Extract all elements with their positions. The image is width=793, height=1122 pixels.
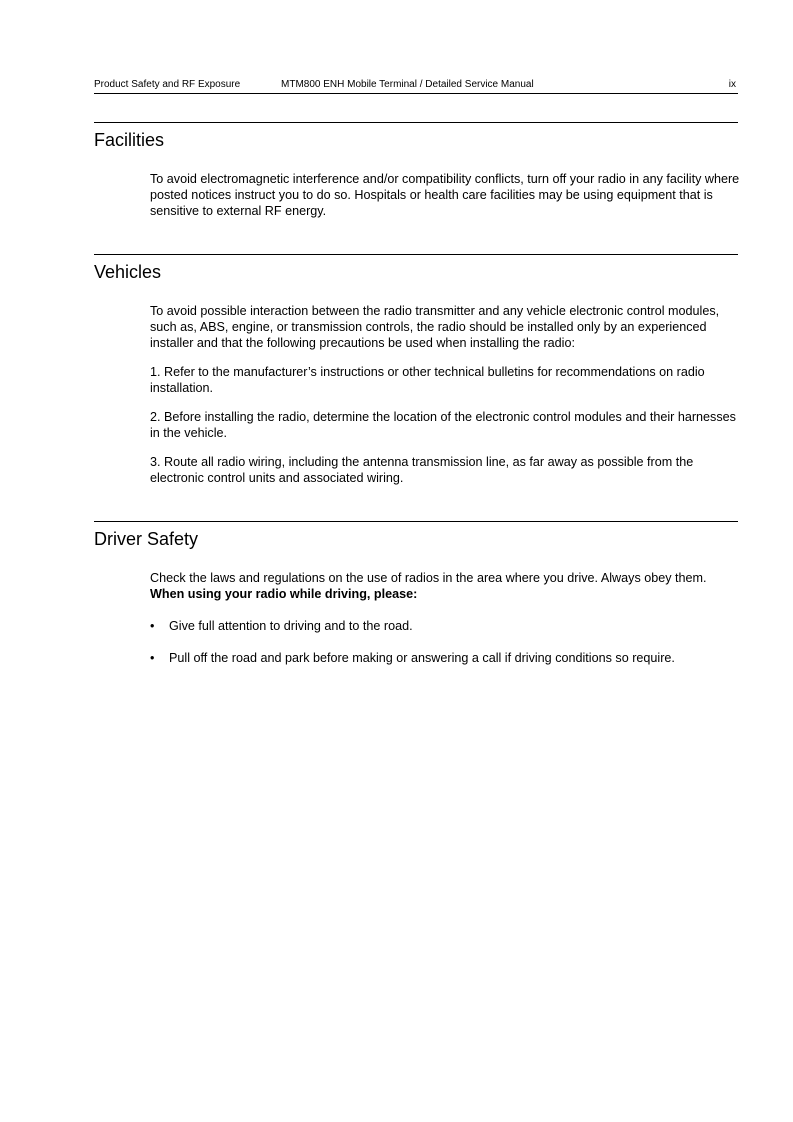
bullet-text: Pull off the road and park before making or answering a call if driving conditions so require.: [169, 651, 675, 665]
driver-safety-intro-text: Check the laws and regulations on the use of radios in the area where you drive. Always obey them.: [150, 571, 707, 585]
list-item: [150, 618, 740, 634]
header-document-title: MTM800 ENH Mobile Terminal / Detailed Service Manual: [281, 79, 534, 90]
vehicles-step-1: 1. Refer to the manufacturer’s instructions or other technical bulletins for recommendations on radio installation.: [150, 365, 705, 395]
vehicles-step-3: 3. Route all radio wiring, including the antenna transmission line, as far away as possible from the electronic control units and associated wiring.: [150, 455, 694, 485]
driver-safety-bold-note: When using your radio while driving, please:: [150, 587, 418, 601]
header-section-name: Product Safety and RF Exposure: [94, 79, 241, 90]
section-driver-safety: [94, 521, 738, 665]
bullet-icon: •: [150, 651, 155, 665]
facilities-heading: Facilities: [94, 130, 165, 150]
list-item: [150, 650, 740, 666]
bullet-icon: •: [150, 619, 155, 633]
driver-safety-body: [150, 570, 740, 682]
vehicles-heading: Vehicles: [94, 262, 162, 282]
driver-safety-heading: Driver Safety: [94, 529, 199, 549]
vehicles-body: [150, 303, 740, 499]
page-header: [94, 79, 738, 94]
facilities-body: [150, 171, 740, 232]
driver-safety-intro: [150, 570, 740, 602]
header-page-number: ix: [728, 79, 736, 90]
vehicles-intro: To avoid possible interaction between the radio transmitter and any vehicle electronic control modules, such as, ABS, engine, or transmission controls, the radio should be installed only by an experienced installer and that the following precautions be used when installing the radio:: [150, 304, 720, 350]
driver-safety-bullet-list: [150, 618, 740, 666]
section-vehicles: [94, 254, 738, 485]
facilities-paragraph: To avoid electromagnetic interference and/or compatibility conflicts, turn off your radio in any facility where posted notices instruct you to do so. Hospitals or health care facilities may be using equipment that is sensitive to external RF energy.: [150, 172, 740, 218]
bullet-text: Give full attention to driving and to the road.: [169, 619, 413, 633]
vehicles-step-2: 2. Before installing the radio, determine the location of the electronic control modules and their harnesses in the vehicle.: [150, 410, 736, 440]
section-facilities: [94, 122, 740, 218]
